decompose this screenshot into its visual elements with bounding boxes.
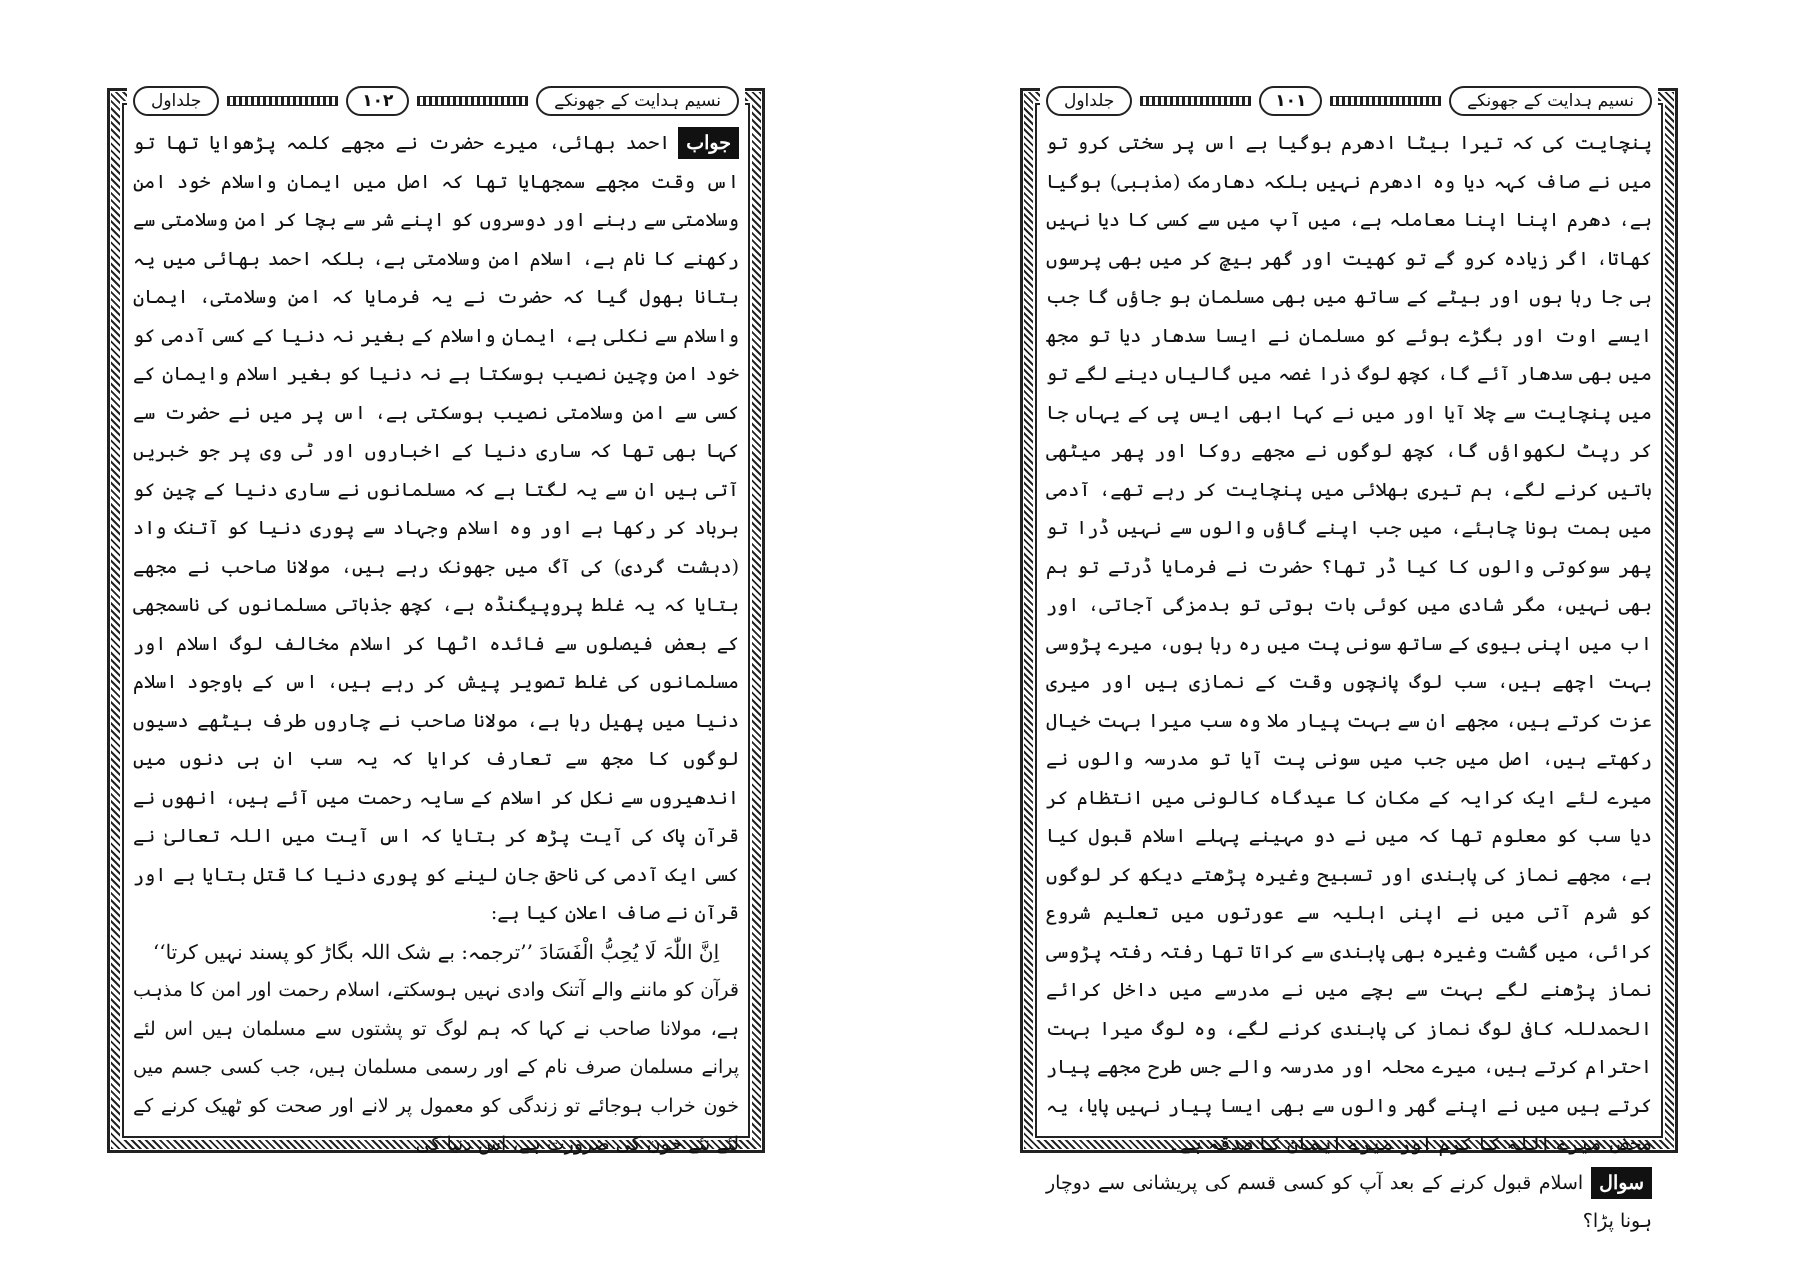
page-number: ۱۰۱ — [1259, 86, 1322, 116]
page-body — [133, 124, 739, 1155]
page-header — [1040, 84, 1658, 118]
header-ornament — [1330, 96, 1441, 106]
page-101 — [1020, 88, 1678, 1232]
book-title: نسیم ہدایت کے جھونکے — [536, 86, 739, 116]
page-102 — [107, 88, 765, 1153]
body-paragraph: قرآن کو ماننے والے آتنک وادی نہیں ہوسکتے، اسلام رحمت اور امن کا مذہب ہے، مولانا صاحب نے کہا کہ ہم لوگ تو پشتوں سے مسلمان ہیں اس لئے پرانے مسلمان صرف نام کے اور رسمی مسلمان ہیں، جب کسی جسم میں خون خراب ہوجائے تو زندگی کو معمول پر لانے اور صحت کو ٹھیک کرنے کے لئے نئے خون کی ضرورت ہے، اس دنیا کی — [133, 979, 739, 1155]
header-ornament — [417, 96, 528, 106]
book-title: نسیم ہدایت کے جھونکے — [1449, 86, 1652, 116]
volume-label: جلداول — [133, 86, 219, 116]
body-paragraph: پنچایت کی کہ تیرا بیٹا ادھرم ہوگیا ہے اس پر سختی کرو تو میں نے صاف کہہ دیا وہ ادھرم نہیں بلکہ دھارمک (مذہبی) ہوگیا ہے، دھرم اپنا اپنا معاملہ ہے، میں آپ میں سے کسی کا دیا نہیں کھاتا، اگر زیادہ کرو گے تو کھیت اور گھر بیچ کر میں بھی پرسوں ہی جا رہا ہوں اور بیٹے کے ساتھ میں بھی مسلمان ہو جاؤں گا جب ایسے اوت اور بگڑے ہوئے کو مسلمان نے ایسا سدھار دیا تو مجھ میں بھی سدھار آئے گا، کچھ لوگ ذرا غصہ میں گالیاں دینے لگے تو میں پنچایت سے چلا آیا اور میں نے کہا ابھی ایس پی کے یہاں جا کر رپٹ لکھواؤں گا، کچھ لوگوں نے مجھے روکا اور پھر میٹھی باتیں کرنے لگے، ہم تیری بھلائی میں پنچایت کر رہے تھے، آدمی میں ہمت ہونا چاہئے، میں جب اپنے گاؤں والوں سے نہیں ڈرا تو پھر سوکوتی والوں کا کیا ڈر تھا؟ حضرت نے فرمایا ڈرتے تو ہم بھی نہیں، مگر شادی میں کوئی بات ہوتی تو بدمزگی آجاتی، اور اب میں اپنی بیوی کے ساتھ سونی پت میں رہ رہا ہوں، میرے پڑوسی بہت اچھے ہیں، سب لوگ پانچوں وقت کے نمازی ہیں اور میری عزت کرتے ہیں، مجھے ان سے بہت پیار ملا وہ سب میرا بہت خیال رکھتے ہیں، اصل میں جب میں سونی پت آیا تو مدرسہ والوں نے میرے لئے ایک کرایہ کے مکان کا عیدگاہ کالونی میں انتظام کر دیا سب کو معلوم تھا کہ میں نے دو مہینے پہلے اسلام قبول کیا ہے، مجھے نماز کی پابندی اور تسبیح وغیرہ پڑھتے دیکھ کر لوگوں کو شرم آتی میں نے اپنی اہلیہ سے عورتوں میں تعلیم شروع کرائی، میں گشت وغیرہ بھی پابندی سے کراتا تھا رفتہ رفتہ پڑوسی نماز پڑھنے لگے بہت سے بچے میں نے مدرسے میں داخل کرائے الحمدللہ کافی لوگ نماز کی پابندی کرنے لگے، وہ لوگ میرا بہت احترام کرتے ہیں، میرے محلہ اور مدرسہ والے جس طرح مجھے پیار کرتے ہیں میں نے اپنے گھر والوں سے بھی ایسا پیار نہیں پایا، یہ محض میرے اللہ کا کرم اور میرے ایمان کا صدقہ ہے۔ — [1046, 132, 1652, 1155]
page-header — [127, 84, 745, 118]
question-label: سوال — [1591, 1167, 1652, 1199]
page-number: ۱۰۲ — [346, 86, 409, 116]
answer-text: احمد بھائی، میرے حضرت نے مجھے کلمہ پڑھوایا تھا تو اس وقت مجھے سمجھایا تھا کہ اصل میں ایمان واسلام خود امن وسلامتی سے رہنے اور دوسروں کو اپنے شر سے بچا کر امن وسلامتی سے رکھنے کا نام ہے، اسلام امن وسلامتی ہے، بلکہ احمد بھائی میں یہ بتانا بھول گیا کہ حضرت نے یہ فرمایا کہ امن وسلامتی، ایمان واسلام سے نکلی ہے، ایمان واسلام کے بغیر نہ دنیا کے کسی آدمی کو خود امن وچین نصیب ہوسکتا ہے نہ دنیا کو بغیر اسلام وایمان کے کسی سے امن وسلامتی نصیب ہوسکتی ہے، اس پر میں نے حضرت سے کہا بھی تھا کہ ساری دنیا کے اخباروں اور ٹی وی پر جو خبریں آتی ہیں ان سے یہ لگتا ہے کہ مسلمانوں نے ساری دنیا کے چین کو برباد کر رکھا ہے اور وہ اسلام وجہاد سے پوری دنیا کو آتنک واد (دہشت گردی) کی آگ میں جھونک رہے ہیں، مولانا صاحب نے مجھے بتایا کہ یہ غلط پروپیگنڈہ ہے، کچھ جذباتی مسلمانوں کی ناسمجھی کے بعض فیصلوں سے فائدہ اٹھا کر اسلام مخالف لوگ اسلام اور مسلمانوں کی غلط تصویر پیش کر رہے ہیں، اس کے باوجود اسلام دنیا میں پھیل رہا ہے، مولانا صاحب نے چاروں طرف بیٹھے دسیوں لوگوں کا مجھ سے تعارف کرایا کہ یہ سب ان ہی دنوں میں اندھیروں سے نکل کر اسلام کے سایہ رحمت میں آئے ہیں، انھوں نے قرآن پاک کی آیت پڑھ کر بتایا کہ اس آیت میں اللہ تعالیٰ نے کسی ایک آدمی کی ناحق جان لینے کو پوری دنیا کا قتل بتایا ہے اور قرآن نے صاف اعلان کیا ہے: — [133, 132, 739, 924]
answer-label: جواب — [678, 127, 739, 159]
answer-paragraph — [133, 124, 739, 933]
header-ornament — [1140, 96, 1251, 106]
question-paragraph — [1046, 1164, 1652, 1241]
header-ornament — [227, 96, 338, 106]
quran-verse: اِنَّ اللّٰہَ لَا یُحِبُّ الْفَسَادَ ’’ترجمہ: بے شک اللہ بگاڑ کو پسند نہیں کرتا‘‘ — [152, 939, 720, 964]
page-body — [1046, 124, 1652, 1232]
volume-label: جلداول — [1046, 86, 1132, 116]
question-text: اسلام قبول کرنے کے بعد آپ کو کسی قسم کی پریشانی سے دوچار ہونا پڑا؟ — [1046, 1171, 1652, 1232]
